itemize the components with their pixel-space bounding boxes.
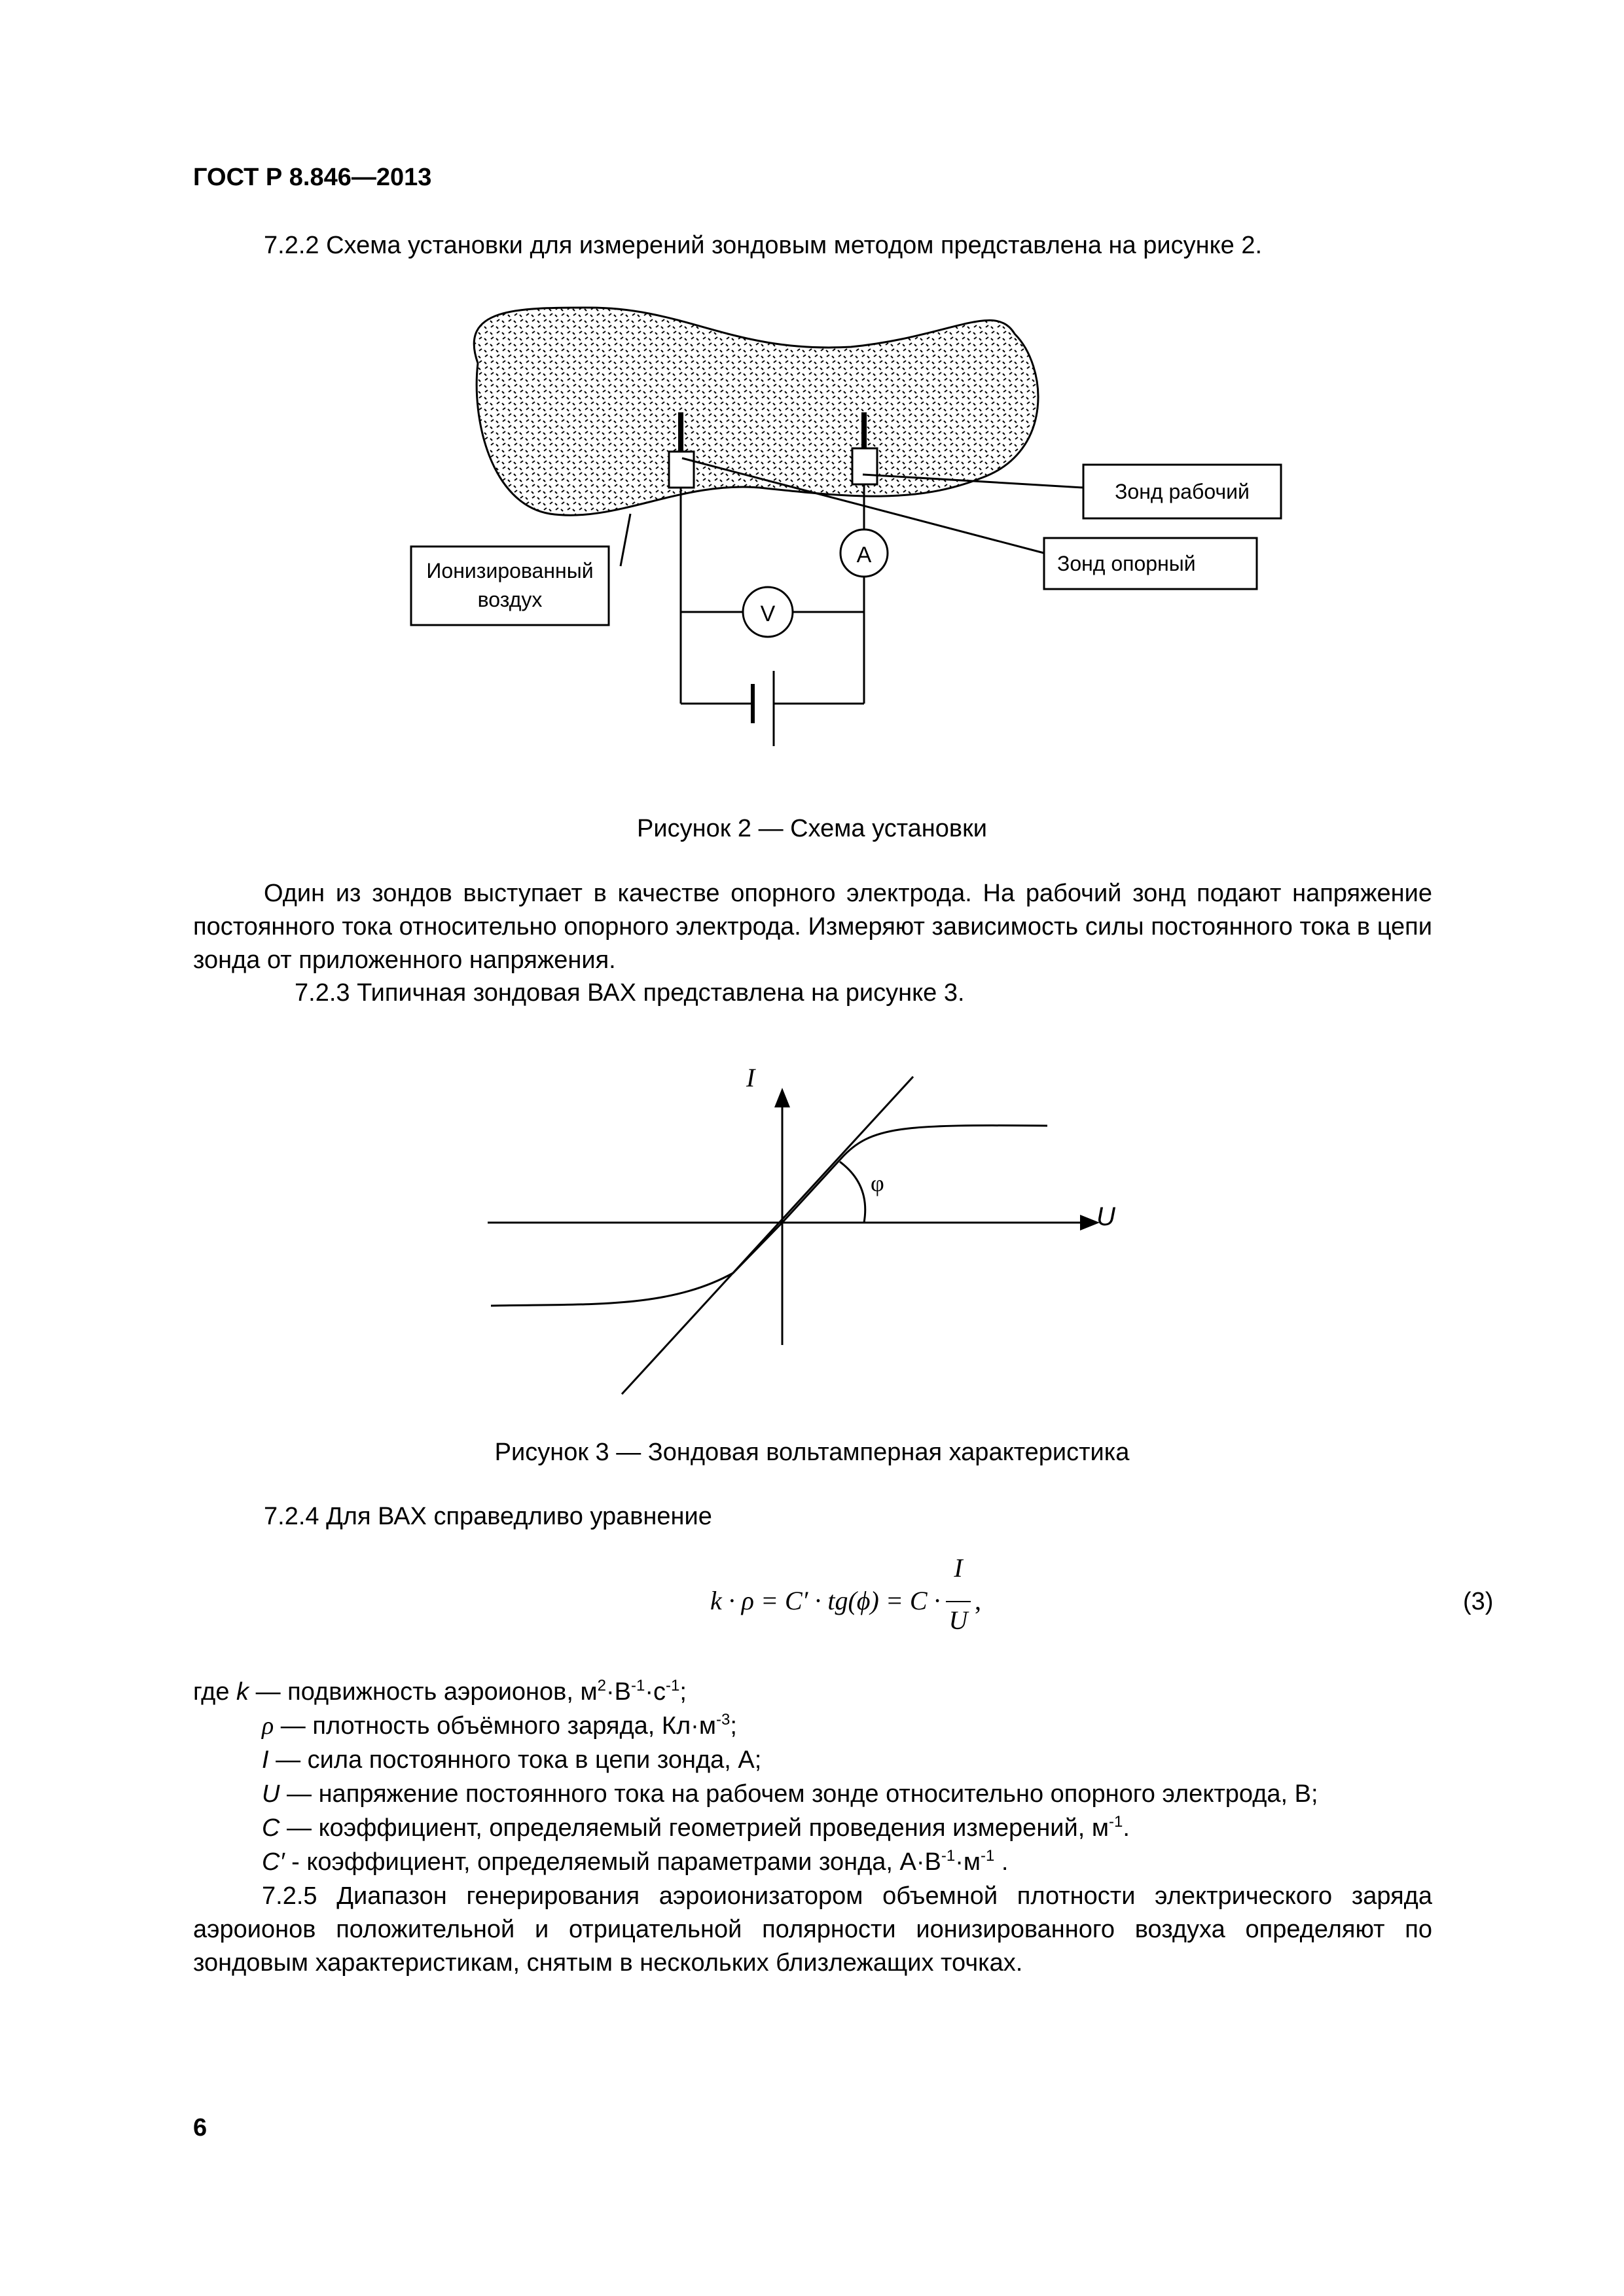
iv-curve <box>491 1126 1047 1306</box>
def-i: I — сила постоянного тока в цепи зонда, А; <box>262 1746 762 1774</box>
def-c-prime: C′ - коэффициент, определяемый параметрами зонда, $А\cdot В^{-1}\cdot м^{-1}$ . <box>262 1847 1009 1876</box>
def-k: где k — подвижность аэроионов, $м^2\cdot В^{-1}\cdot с^{-1}$; <box>193 1677 687 1706</box>
probe-body-1 <box>669 452 694 488</box>
ionized-air-region <box>474 308 1038 515</box>
paragraph-probes: Один из зондов выступает в качестве опорного электрода. На рабочий зонд подают напряжение постоянного тока относительно опорного электрода. Измеряют зависимость силы постоянного тока в цепи зонда от приложенного напряжения. <box>193 880 1432 974</box>
equation-lhs: k · ρ = C′ · tg(ϕ) = C · <box>710 1586 941 1615</box>
fraction-bar <box>946 1601 971 1602</box>
figure-3-caption: Рисунок 3 — Зондовая вольтамперная характеристика <box>494 1439 1130 1466</box>
def-u: U — напряжение постоянного тока на рабочем зонде относительно опорного электрода, В; <box>262 1780 1318 1808</box>
i-axis-arrow-icon <box>774 1088 790 1107</box>
label-reference-probe: Зонд опорный <box>1057 552 1196 575</box>
paragraph-7-2-4: 7.2.4 Для ВАХ справедливо уравнение <box>264 1503 712 1530</box>
axis-label-i: I <box>746 1063 755 1092</box>
figure-2-schematic <box>0 0 1624 818</box>
paragraph-7-2-5: 7.2.5 Диапазон генерирования аэроионизатором объемной плотности электрического заряда аэроионов положительной и отрицательной полярности ионизированного воздуха определяют по зондовым характеристикам, снятым в нескольких близлежащих точках. <box>193 1882 1432 1977</box>
voltmeter-label: V <box>760 601 776 626</box>
def-c: C — коэффициент, определяемый геометрией проведения измерений, $м^{-1}$. <box>262 1813 1130 1842</box>
paragraph-7-2-3: 7.2.3 Типичная зондовая ВАХ представлена на рисунке 3. <box>295 979 965 1007</box>
label-air-line-1: Ионизированный <box>426 559 594 583</box>
page-number: 6 <box>193 2114 208 2142</box>
figure-2-caption: Рисунок 2 — Схема установки <box>637 815 987 842</box>
label-box-air <box>411 547 609 625</box>
equation-number: (3) <box>1463 1588 1494 1615</box>
equation-denominator: U <box>948 1605 968 1635</box>
tangent-line <box>622 1077 913 1394</box>
document-header: ГОСТ Р 8.846—2013 <box>193 164 432 191</box>
equation-tail: , <box>975 1586 981 1615</box>
probe-body-2 <box>852 448 877 484</box>
equation-numerator: I <box>954 1553 963 1583</box>
paragraph-7-2-2: 7.2.2 Схема установки для измерений зондовым методом представлена на рисунке 2. <box>264 232 1263 259</box>
label-air-line-2: воздух <box>477 588 543 611</box>
label-working-probe: Зонд рабочий <box>1115 480 1250 503</box>
ammeter-label: A <box>856 543 872 567</box>
axis-label-u: U <box>1096 1202 1115 1231</box>
angle-arc <box>840 1162 865 1223</box>
angle-label: φ <box>871 1170 884 1196</box>
figure-3-iv-curve <box>0 1047 1624 1414</box>
def-rho: ρ — плотность объёмного заряда, $Кл\cdot м^{-3}$; <box>262 1711 737 1740</box>
